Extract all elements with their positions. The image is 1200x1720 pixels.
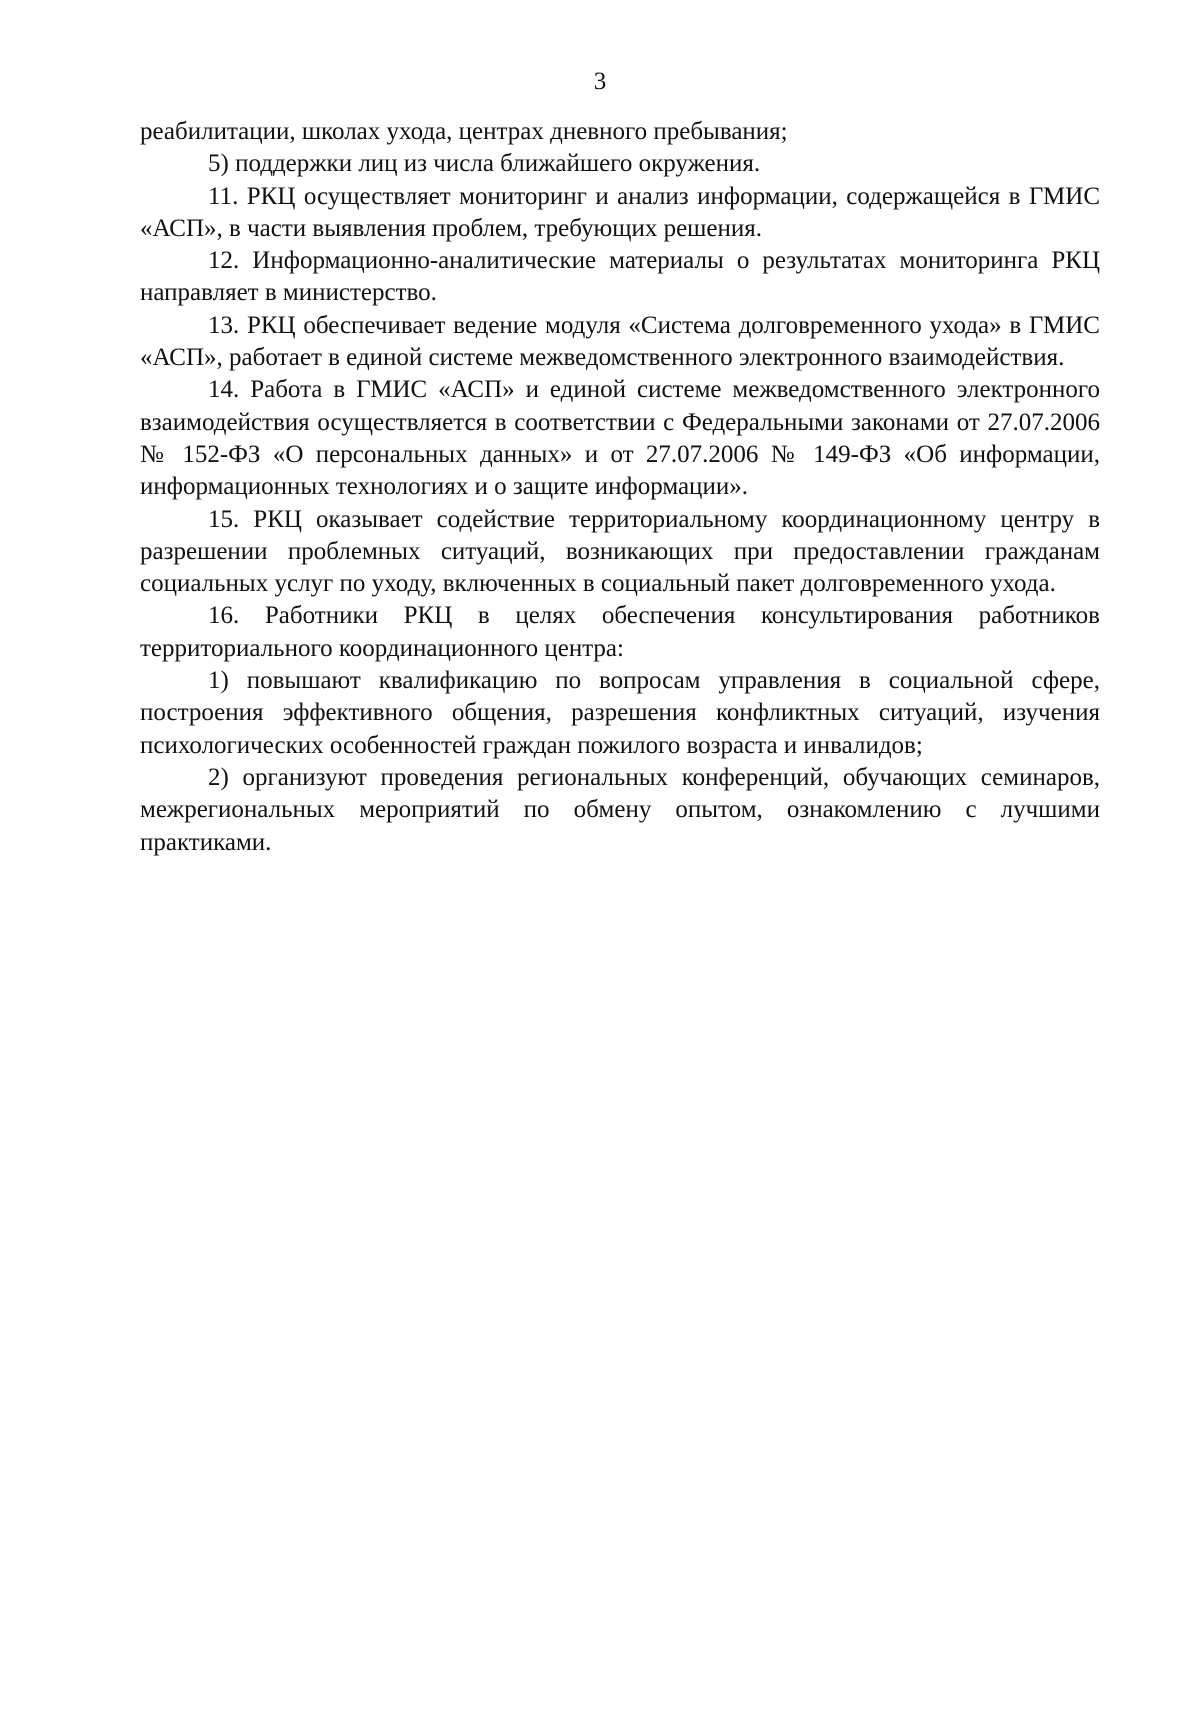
paragraph-13-module: 13. РКЦ обеспечивает ведение модуля «Система долговременного ухода» в ГМИС «АСП», работает в единой системе межведомственного электронного взаимодействия. bbox=[140, 311, 1100, 372]
paragraph-15-assistance: 15. РКЦ оказывает содействие территориальному координационному центру в разрешении проблемных ситуаций, возникающих при предоставлении гражданам социальных услуг по уходу, включенных в социальный пакет долговременного ухода. bbox=[140, 505, 1100, 598]
paragraph-12-analytics: 12. Информационно-аналитические материалы о результатах мониторинга РКЦ направляет в министерство. bbox=[140, 247, 1100, 307]
paragraph-rehabilitation-continuation: реабилитации, школах ухода, центрах дневного пребывания; bbox=[140, 118, 788, 145]
page-number: 3 bbox=[593, 68, 607, 95]
paragraph-14-federal-laws: 14. Работа в ГМИС «АСП» и единой системе межведомственного электронного взаимодействия осуществляется в соответствии с Федеральными законами от 27.07.2006 № 152-ФЗ «О персональных данных» и от 27.07.2006 № 149-ФЗ «Об информации, информационных технологиях и о защите информации». bbox=[140, 376, 1100, 501]
paragraph-16-item-1-qualification: 1) повышают квалификацию по вопросам управления в социальной сфере, построения эффективного общения, разрешения конфликтных ситуаций, изучения психологических особенностей граждан пожилого возраста и инвалидов; bbox=[140, 667, 1100, 759]
paragraph-11-monitoring: 11. РКЦ осуществляет мониторинг и анализ информации, содержащейся в ГМИС «АСП», в части выявления проблем, требующих решения. bbox=[140, 182, 1100, 242]
paragraph-item-5-support: 5) поддержки лиц из числа ближайшего окружения. bbox=[208, 150, 761, 178]
paragraph-16-consulting: 16. Работники РКЦ в целях обеспечения консультирования работников территориального координационного центра: bbox=[140, 602, 1100, 662]
paragraph-16-item-2-conferences: 2) организуют проведения региональных конференций, обучающих семинаров, межрегиональных мероприятий по обмену опытом, ознакомлению с лучшими практиками. bbox=[140, 763, 1100, 856]
document-body bbox=[140, 116, 1100, 859]
